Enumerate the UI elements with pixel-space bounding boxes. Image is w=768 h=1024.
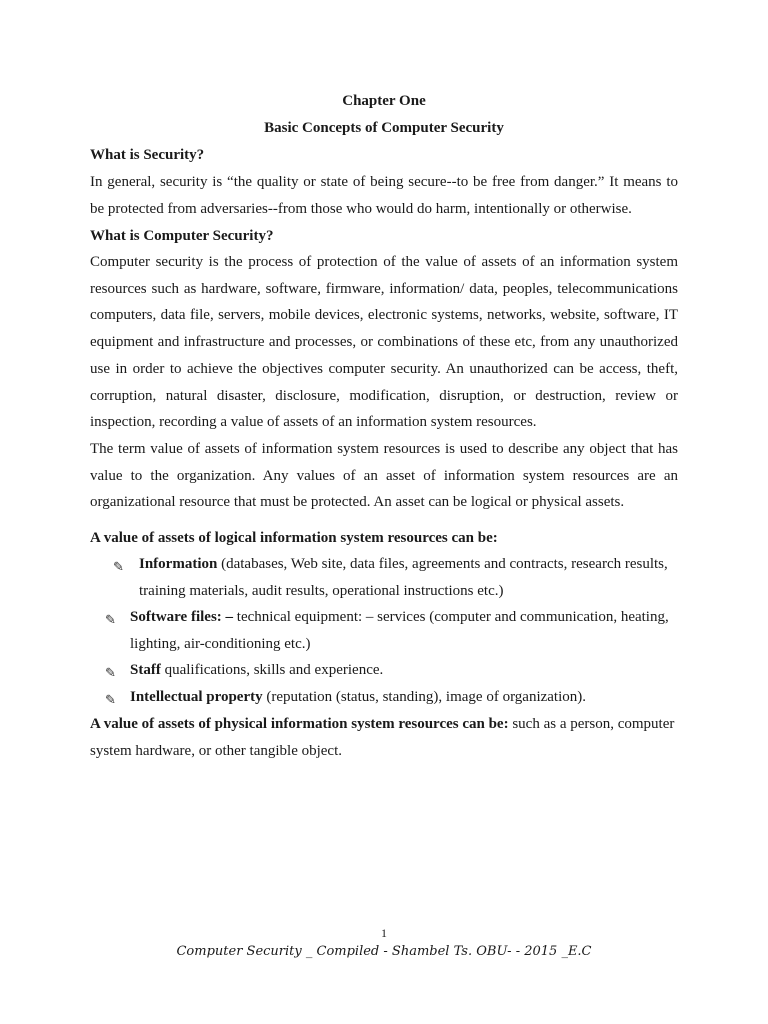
paragraph-line: use in order to achieve the objectives computer security. An unauthorized can be access, theft, xyxy=(90,361,678,377)
paragraph-line: organizational resource that must be protected. An asset can be logical or physical assets. xyxy=(90,494,625,510)
list-item-term: Intellectual property xyxy=(130,689,263,705)
chapter-label: Chapter One xyxy=(342,93,426,109)
pencil-bullet-icon: ✎ xyxy=(105,665,116,680)
heading-logical-assets: A value of assets of logical information system resources can be: xyxy=(90,530,498,546)
pencil-bullet-icon: ✎ xyxy=(105,612,116,627)
paragraph-line: value to the organization. Any values of an asset of information system resources are an xyxy=(90,468,678,484)
physical-assets-line xyxy=(90,716,674,733)
pencil-bullet-icon: ✎ xyxy=(113,559,124,574)
physical-assets-text: such as a person, computer xyxy=(508,716,675,732)
list-item-text: technical equipment: – services (computer and communication, heating, xyxy=(233,609,669,625)
paragraph-line: The term value of assets of information system resources is used to describe any object that has xyxy=(90,441,678,457)
paragraph-line: computers, data file, servers, mobile devices, electronic systems, networks, website, software, IT xyxy=(90,307,678,323)
heading-what-is-security: What is Security? xyxy=(90,147,205,163)
list-item-term: Software files: – xyxy=(130,609,234,625)
pencil-bullet-icon: ✎ xyxy=(105,692,116,707)
list-item-continuation: training materials, audit results, operational instructions etc.) xyxy=(139,583,504,599)
list-item xyxy=(130,609,669,626)
list-item-text: qualifications, skills and experience. xyxy=(160,662,384,678)
paragraph-line: equipment and infrastructure and processes, or combinations of these etc, from any unauthorized xyxy=(90,334,678,350)
page-number: 1 xyxy=(381,926,387,940)
paragraph-line: Computer security is the process of protection of the value of assets of an information system xyxy=(90,254,678,270)
paragraph-line: system hardware, or other tangible object. xyxy=(90,743,342,759)
paragraph-line: inspection, recording a value of assets of an information system resources. xyxy=(90,414,537,430)
list-item-text: (reputation (status, standing), image of organization). xyxy=(262,689,587,705)
paragraph-line: be protected from adversaries--from those who would do harm, intentionally or otherwise. xyxy=(90,201,632,217)
list-item xyxy=(139,556,668,573)
heading-physical-assets: A value of assets of physical information system resources can be: xyxy=(90,716,509,732)
list-item-term: Staff xyxy=(130,662,161,678)
list-item xyxy=(130,662,383,679)
list-item xyxy=(130,689,586,706)
paragraph-line: corruption, natural disaster, disclosure, modification, disruption, or destruction, review or xyxy=(90,388,678,404)
document-title: Basic Concepts of Computer Security xyxy=(264,120,504,136)
list-item-continuation: lighting, air-conditioning etc.) xyxy=(130,636,311,652)
list-item-text: (databases, Web site, data files, agreements and contracts, research results, xyxy=(217,556,668,572)
page-footer: Computer Security _ Compiled - Shambel Ts. OBU- - 2015 _E.C xyxy=(176,944,592,959)
heading-what-is-computer-security: What is Computer Security? xyxy=(90,228,274,244)
list-item-term: Information xyxy=(139,556,218,572)
paragraph-line: resources such as hardware, software, firmware, information/ data, peoples, telecommunications xyxy=(90,281,678,297)
paragraph-line: In general, security is “the quality or state of being secure--to be free from danger.” It means to xyxy=(90,174,678,190)
